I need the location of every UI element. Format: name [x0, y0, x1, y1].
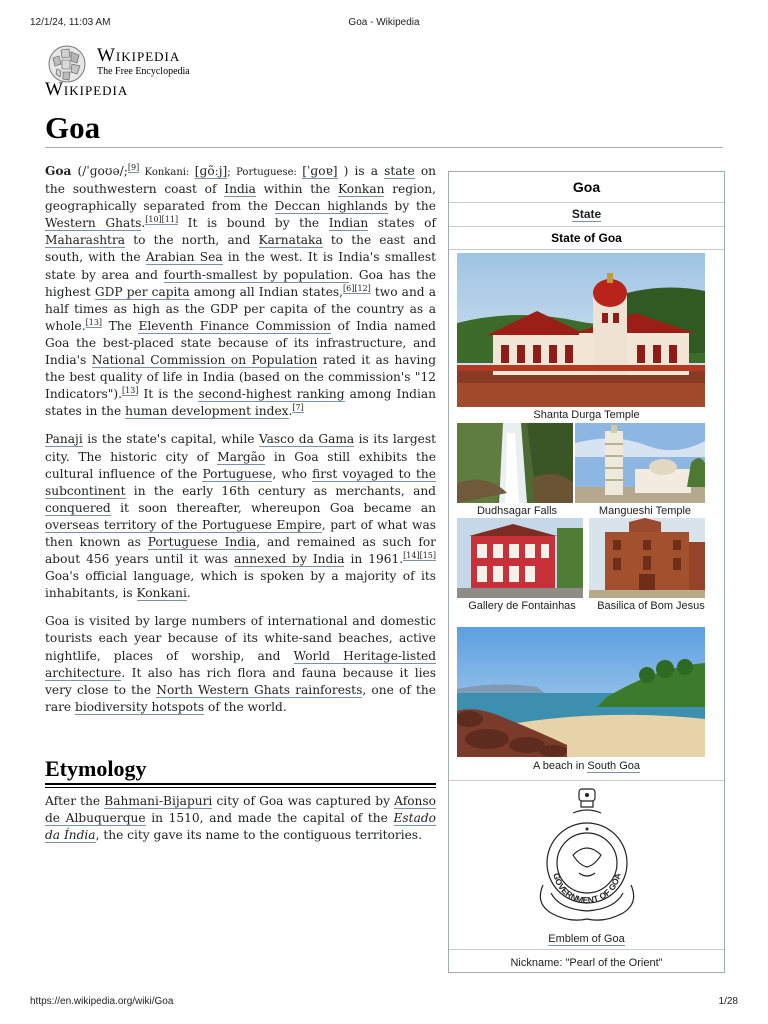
link-gdp-per-capita[interactable]: GDP per capita — [94, 284, 190, 299]
link-first-voyaged[interactable]: first voyaged to the subcontinent — [45, 466, 436, 498]
portuguese-pronunciation[interactable]: [ˈɡoɐ] — [302, 164, 338, 178]
heading-divider — [45, 787, 436, 788]
mangueshi-temple-image[interactable] — [575, 423, 705, 503]
link-deccan-highlands[interactable]: Deccan highlands — [274, 199, 388, 214]
wikipedia-wordmark[interactable]: Wikipedia — [97, 45, 181, 66]
south-goa-beach-image[interactable] — [457, 627, 705, 757]
link-konkan[interactable]: Konkan — [337, 182, 385, 197]
link-konkani[interactable]: Konkani — [136, 586, 187, 601]
ref-link[interactable]: [13] — [85, 317, 103, 327]
etymology-paragraph: After the Bahmani-Bijapuri city of Goa was captured by Afonso de Albuquerque in 1510, and made the capital of the Estado da Índia, the city gave its name to the contiguous territories. — [45, 794, 436, 843]
intro-paragraph-2: Panaji is the state's capital, while Vasco da Gama is its largest city. The historic city of Margão in Goa still exhibits the cultural influence of the Portuguese, who first voyaged to the subcontinent in the early 16th century as merchants, and conquered it soon thereafter, whereupon Goa became an overseas territory of the Portuguese Empire, part of what was then known as Portuguese India, and remained as such for about 456 years until it was annexed by India in 1961.[14][15] Goa's official language, which is spoken by a majority of its inhabitants, is Konkani. — [45, 432, 436, 601]
ref-link[interactable]: [10] — [145, 215, 162, 225]
ref-link[interactable]: [13] — [122, 386, 139, 396]
link-eleventh-finance-commission[interactable]: Eleventh Finance Commission — [138, 318, 331, 333]
intro-paragraph-3: Goa is visited by large numbers of international and domestic tourists each year because of its white-sand beaches, active nightlife, places of worship, and World Heritage-listed architecture. It also has rich flora and fauna because it lies very close to the North Western Ghats rainforests, one of the rare biodiversity hotspots of the world. — [45, 614, 437, 714]
ref-link[interactable]: [7] — [292, 403, 304, 413]
link-western-ghats[interactable]: Western Ghats — [45, 216, 142, 231]
infobox-photo-montage — [449, 250, 724, 781]
heading-divider — [45, 783, 436, 785]
caption-mangueshi: Mangueshi Temple — [598, 505, 692, 517]
svg-text:GOVERNMENT OF GOA — [551, 872, 623, 905]
link-karnataka[interactable]: Karnataka — [258, 233, 323, 248]
link-portuguese[interactable]: Portuguese — [202, 466, 273, 481]
section-heading-etymology: Etymology — [45, 756, 147, 781]
konkani-pronunciation[interactable]: [ɡõːj] — [194, 164, 228, 178]
ref-link[interactable]: [14] — [403, 551, 420, 560]
link-estado-da-india[interactable]: Estado da Índia — [45, 811, 436, 843]
ref-link[interactable]: [9] — [127, 162, 140, 172]
link-state[interactable]: state — [384, 164, 415, 178]
link-biodiversity-hotspots[interactable]: biodiversity hotspots — [75, 699, 205, 714]
infobox-type — [449, 203, 724, 227]
print-page-number: 1/28 — [718, 996, 738, 1007]
wikipedia-tagline: The Free Encyclopedia — [97, 66, 190, 77]
link-annexed-by-india[interactable]: annexed by India — [234, 552, 345, 567]
gallery-de-fontainhas-image[interactable] — [457, 518, 583, 598]
print-datetime: 12/1/24, 11:03 AM — [30, 17, 111, 28]
caption-gallery: Gallery de Fontainhas — [468, 600, 576, 612]
basilica-bom-jesus-image[interactable] — [589, 518, 705, 598]
wikipedia-globe-icon[interactable] — [45, 44, 89, 84]
caption-emblem: Emblem of Goa — [548, 933, 625, 945]
emblem-text: GOVERNMENT OF GOA — [551, 871, 623, 906]
infobox-emblem — [449, 781, 724, 950]
article-intro — [45, 163, 436, 727]
caption-basilica: Basilica of Bom Jesus — [597, 600, 705, 612]
goa-emblem-seal-icon[interactable] — [529, 785, 645, 931]
link-state-type[interactable]: State — [571, 207, 602, 221]
link-arabian-sea[interactable]: Arabian Sea — [145, 250, 223, 265]
link-overseas-territory[interactable]: overseas territory of the Portuguese Empire — [45, 517, 322, 532]
link-world-heritage[interactable]: World Heritage-listed architecture — [45, 648, 437, 680]
title-divider — [45, 147, 723, 148]
article-subject: Goa — [45, 164, 72, 178]
link-afonso-de-albuquerque[interactable]: Afonso de Albuquerque — [45, 794, 436, 826]
link-human-development-index[interactable]: human development index — [125, 404, 289, 419]
link-fourth-smallest[interactable]: fourth-smallest by population — [163, 267, 350, 282]
print-title: Goa - Wikipedia — [348, 17, 420, 28]
link-panaji[interactable]: Panaji — [45, 432, 83, 447]
link-national-commission-population[interactable]: National Commission on Population — [91, 353, 318, 368]
link-conquered[interactable]: conquered — [45, 500, 111, 515]
caption-shanta-durga: Shanta Durga Temple — [533, 409, 640, 421]
ref-link[interactable]: [11] — [161, 215, 179, 225]
infobox — [448, 171, 725, 973]
shanta-durga-temple-image[interactable] — [457, 253, 705, 407]
link-india[interactable]: India — [224, 182, 256, 197]
link-bahmani-bijapuri[interactable]: Bahmani-Bijapuri — [104, 794, 213, 808]
link-maharashtra[interactable]: Maharashtra — [45, 233, 126, 248]
print-url: https://en.wikipedia.org/wiki/Goa — [30, 996, 174, 1007]
infobox-title: Goa — [449, 172, 724, 203]
caption-beach: A beach in South Goa — [532, 760, 641, 772]
link-indian[interactable]: Indian — [328, 216, 369, 231]
page-title: Goa — [45, 110, 101, 145]
link-south-goa[interactable]: South Goa — [587, 760, 641, 772]
wikipedia-wordmark-small[interactable]: Wikipedia — [45, 79, 129, 100]
link-portuguese-india[interactable]: Portuguese India — [147, 534, 257, 549]
link-margao[interactable]: Margão — [217, 449, 266, 464]
link-vasco-da-gama[interactable]: Vasco da Gama — [258, 432, 355, 447]
ref-link[interactable]: [12] — [354, 283, 371, 293]
ref-link[interactable]: [15] — [419, 551, 436, 560]
dudhsagar-falls-image[interactable] — [457, 423, 573, 503]
infobox-subtitle: State of Goa — [449, 227, 724, 250]
intro-paragraph-1: Goa (/ˈɡoʊə/;[9] Konkani: [ɡõːj]; Portuguese: [ˈɡoɐ] ) is a state on the southwestern coast of India within the Konkan region, geographically separated from the Deccan highlands by the Western Ghats.[10][11] It is bound by the Indian states of Maharashtra to the north, and Karnataka to the east and south, with the Arabian Sea in the west. It is India's smallest state by area and fourth-smallest by population. Goa has the highest GDP per capita among all Indian states,[6][12] two and a half times as high as the GDP per capita of the country as a whole.[13] The Eleventh Finance Commission of India named Goa the best-placed state because of its infrastructure, and India's National Commission on Population rated it as having the best quality of life in India (based on the commission's "12 Indicators").[13] It is the second-highest ranking among Indian states in the human development index.[7] — [45, 162, 437, 419]
link-second-highest-ranking[interactable]: second-highest ranking — [198, 387, 345, 402]
ref-link[interactable]: [6] — [343, 283, 355, 293]
link-north-western-ghats[interactable]: North Western Ghats rainforests — [156, 682, 363, 697]
infobox-nickname: Nickname: "Pearl of the Orient" — [510, 957, 663, 969]
caption-dudhsagar: Dudhsagar Falls — [476, 505, 558, 517]
